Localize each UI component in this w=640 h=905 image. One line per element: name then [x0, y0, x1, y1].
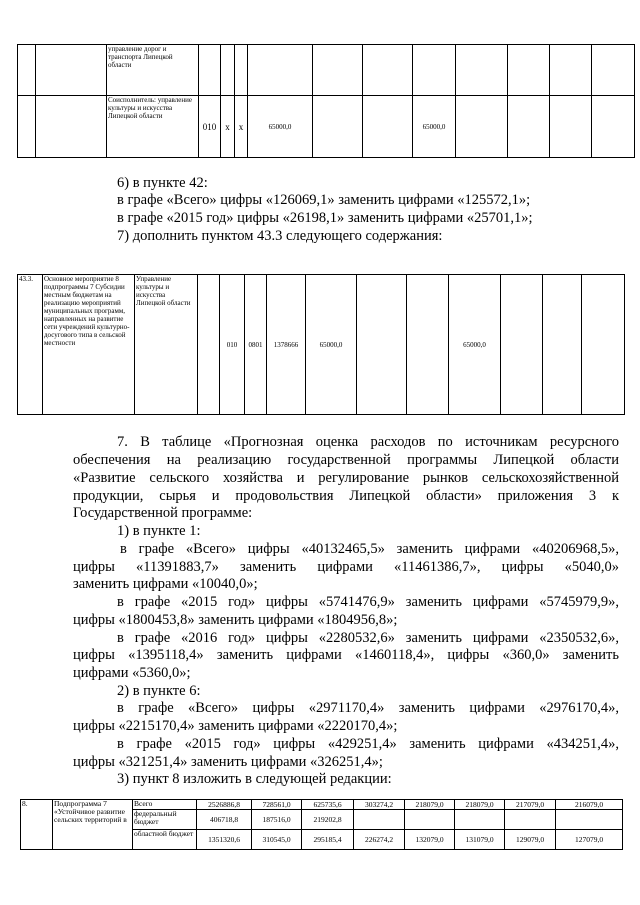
- para-line: «Развитие сельского хозяйства и регулирование рынков сельскохозяйственной: [73, 470, 619, 486]
- table-row: [18, 45, 635, 96]
- para-line: обеспечения на реализацию государственной программы Липецкой области: [73, 452, 619, 468]
- para-line: цифрами «5360,0»;: [73, 665, 191, 681]
- item-number: 8.: [21, 800, 53, 850]
- para-line: цифры «321251,4» заменить цифрами «326251,4»;: [73, 754, 383, 770]
- para-line: в графе «Всего» цифры «40132465,5» заменить цифрами «40206968,5»,: [120, 541, 619, 557]
- table-row: федеральный бюджет 406718,8 187516,0 219202,8: [21, 810, 623, 830]
- item-name: Подпрограмма 7 «Устойчивое развитие сельских территорий в: [53, 800, 133, 850]
- table-row: областной бюджет 1351320,6 310545,0 295185,4 226274,2 132079,0 131079,0 129079,0 127079,0: [21, 830, 623, 850]
- amend-line: 6) в пункте 42:: [117, 175, 208, 191]
- item-heading: 1) в пункте 1:: [117, 523, 201, 539]
- table-43-3: [17, 274, 625, 415]
- table-row: 43.3. Основное мероприятие 8 подпрограммы 7 Субсидии местным бюджетам на реализацию мероприятий муниципальных программ, направленных на развитие сети учреждений культурно-досугового типа в сельской местности Управление культуры и искусства Липецкой области 010 0801 1378666 65000,0 65000,0: [18, 275, 625, 415]
- item-number: 43.3.: [18, 275, 43, 415]
- amend-line: 7) дополнить пунктом 43.3 следующего содержания:: [117, 228, 443, 244]
- para-line: цифры «11391883,7» заменить цифрами «11461386,7», цифры «5040,0»: [73, 559, 619, 575]
- amend-line: в графе «Всего» цифры «126069,1» заменить цифрами «125572,1»;: [117, 192, 531, 208]
- para-line: цифры «2215170,4» заменить цифрами «2220170,4»;: [73, 718, 398, 734]
- item-name: Основное мероприятие 8 подпрограммы 7 Субсидии местным бюджетам на реализацию мероприятий муниципальных программ, направленных на развитие сети учреждений культурно-досугового типа в сельской местности: [43, 275, 135, 415]
- para-line: в графе «Всего» цифры «2971170,4» заменить цифрами «2976170,4»,: [117, 700, 619, 716]
- para-line: продукции, сырья и продовольствия Липецкой области» приложения 3 к: [73, 488, 619, 504]
- row-text: Соисполнитель: управление культуры и искусства Липецкой области: [107, 96, 199, 158]
- para-line: Государственной программе:: [73, 505, 253, 521]
- item-heading: 2) в пункте 6:: [117, 683, 201, 699]
- row-text: управление дорог и транспорта Липецкой области: [107, 45, 199, 96]
- para-line: в графе «2015 год» цифры «429251,4» заменить цифрами «434251,4»,: [117, 736, 619, 752]
- para-line: 7. В таблице «Прогнозная оценка расходов по источникам ресурсного: [117, 434, 619, 450]
- para-line: цифры «1395118,4» заменить цифрами «1460118,4», цифры «360,0» заменить: [73, 647, 619, 663]
- table-item-8: [20, 799, 623, 850]
- para-line: в графе «2015 год» цифры «5741476,9» заменить цифрами «5745979,9»,: [117, 594, 619, 610]
- para-line: цифры «1800453,8» заменить цифрами «1804956,8»;: [73, 612, 398, 628]
- item-heading: 3) пункт 8 изложить в следующей редакции:: [117, 771, 392, 787]
- para-line: в графе «2016 год» цифры «2280532,6» заменить цифрами «2350532,6»,: [117, 630, 619, 646]
- table-row: 8. Подпрограмма 7 «Устойчивое развитие сельских территорий в Всего 2526886,8 728561,0 625735,6 303274,2 218079,0 218079,0 217079,0 216079,0: [21, 800, 623, 810]
- amend-line: в графе «2015 год» цифры «26198,1» заменить цифрами «25701,1»;: [117, 210, 533, 226]
- table-top: [17, 44, 635, 158]
- table-row: Соисполнитель: управление культуры и искусства Липецкой области 010 х х 65000,0 65000,0: [18, 96, 635, 158]
- para-line: заменить цифрами «10040,0»;: [73, 576, 258, 592]
- item-executor: Управление культуры и искусства Липецкой области: [135, 275, 198, 415]
